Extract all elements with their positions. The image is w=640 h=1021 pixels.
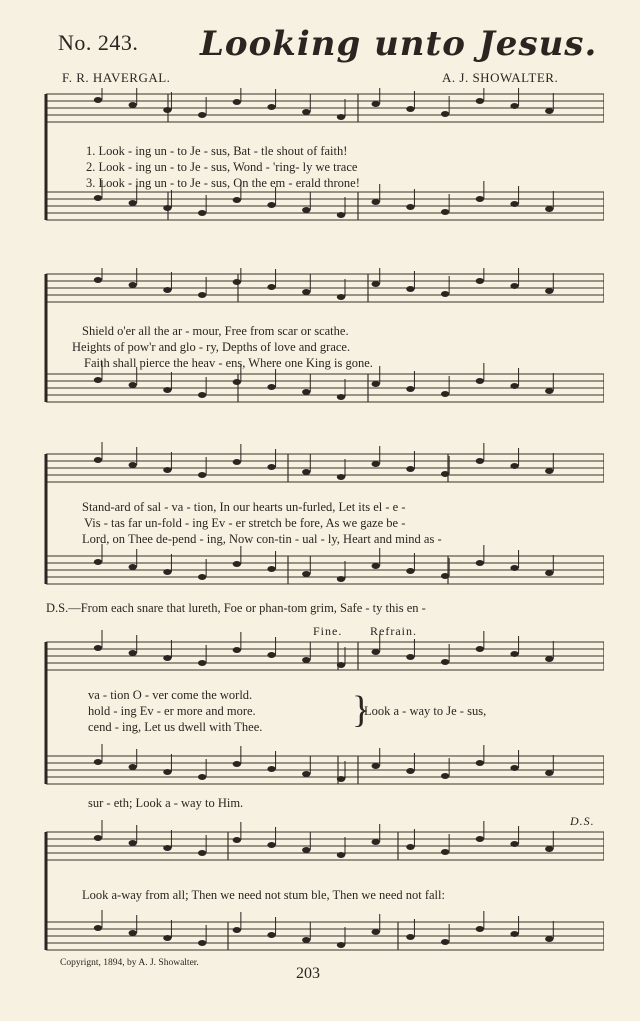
verse-3-line-3: Lord, on Thee de-pend - ing, Now con-tin - ual - ly, Heart and mind as -	[82, 532, 442, 546]
note-head	[545, 468, 553, 474]
note-head	[510, 931, 518, 937]
note-head	[94, 457, 102, 463]
note-head	[510, 765, 518, 771]
note-head	[94, 925, 102, 931]
lyricist: F. R. HAVERGAL.	[62, 70, 171, 85]
note-head	[441, 773, 449, 779]
note-head	[129, 282, 137, 288]
note-head	[233, 459, 241, 465]
note-head	[372, 281, 380, 287]
note-head	[267, 384, 275, 390]
note-head	[406, 934, 414, 940]
note-head	[372, 381, 380, 387]
music-system-3	[38, 438, 604, 598]
note-head	[372, 199, 380, 205]
note-head	[233, 379, 241, 385]
note-head	[94, 835, 102, 841]
verse-1-line-3: Stand-ard of sal - va - tion, In our hearts un-furled, Let its el - e -	[82, 500, 406, 514]
note-head	[94, 645, 102, 651]
note-head	[302, 771, 310, 777]
note-head	[510, 463, 518, 469]
note-head	[302, 657, 310, 663]
note-head	[163, 387, 171, 393]
note-head	[476, 760, 484, 766]
note-head	[476, 196, 484, 202]
note-head	[94, 377, 102, 383]
note-head	[545, 770, 553, 776]
note-head	[372, 649, 380, 655]
note-head	[406, 286, 414, 292]
note-head	[476, 378, 484, 384]
note-head	[94, 195, 102, 201]
note-head	[302, 571, 310, 577]
note-head	[129, 462, 137, 468]
note-head	[163, 935, 171, 941]
note-head	[441, 391, 449, 397]
note-head	[198, 660, 206, 666]
staff-system-5	[38, 812, 604, 952]
note-head	[337, 394, 345, 400]
note-head	[545, 936, 553, 942]
note-head	[510, 651, 518, 657]
note-head	[545, 288, 553, 294]
note-head	[372, 461, 380, 467]
note-head	[233, 761, 241, 767]
note-head	[198, 574, 206, 580]
note-head	[267, 842, 275, 848]
verse-brace: }	[352, 689, 371, 731]
note-head	[198, 850, 206, 856]
note-head	[441, 111, 449, 117]
note-head	[406, 844, 414, 850]
note-head	[233, 279, 241, 285]
note-head	[163, 769, 171, 775]
note-head	[302, 289, 310, 295]
note-head	[441, 659, 449, 665]
note-head	[129, 764, 137, 770]
note-head	[302, 469, 310, 475]
note-head	[476, 926, 484, 932]
note-head	[441, 471, 449, 477]
note-head	[372, 929, 380, 935]
note-head	[510, 565, 518, 571]
note-head	[163, 287, 171, 293]
note-head	[267, 464, 275, 470]
note-head	[233, 99, 241, 105]
note-head	[302, 109, 310, 115]
note-head	[406, 466, 414, 472]
note-head	[372, 101, 380, 107]
note-head	[510, 841, 518, 847]
note-head	[198, 210, 206, 216]
note-head	[406, 204, 414, 210]
note-head	[163, 107, 171, 113]
note-head	[198, 774, 206, 780]
note-head	[129, 650, 137, 656]
note-head	[337, 852, 345, 858]
note-head	[302, 847, 310, 853]
note-head	[545, 656, 553, 662]
verse-2-line-1: 2. Look - ing un - to Je - sus, Wond - 'ring- ly we trace	[86, 160, 358, 174]
note-head	[198, 112, 206, 118]
note-head	[94, 277, 102, 283]
note-head	[267, 202, 275, 208]
note-head	[337, 474, 345, 480]
note-head	[129, 930, 137, 936]
note-head	[372, 839, 380, 845]
note-head	[545, 108, 553, 114]
note-head	[406, 386, 414, 392]
note-head	[476, 458, 484, 464]
note-head	[129, 200, 137, 206]
note-head	[372, 563, 380, 569]
note-head	[441, 209, 449, 215]
note-head	[510, 383, 518, 389]
page-number: 203	[296, 965, 320, 982]
note-head	[545, 388, 553, 394]
note-head	[476, 836, 484, 842]
note-head	[302, 937, 310, 943]
refrain-line: Look a - way to Je - sus,	[364, 704, 487, 718]
fine-marker: Fine.	[313, 624, 343, 638]
note-head	[302, 207, 310, 213]
hymn-title: Looking unto Jesus.	[200, 24, 598, 64]
verse-1-line-1: 1. Look - ing un - to Je - sus, Bat - tle shout of faith!	[86, 144, 348, 158]
music-system-1	[38, 88, 604, 248]
note-head	[337, 662, 345, 668]
note-head	[233, 927, 241, 933]
music-system-4	[38, 628, 604, 818]
note-head	[406, 768, 414, 774]
refrain-marker: Refrain.	[370, 624, 417, 638]
note-head	[510, 201, 518, 207]
note-head	[337, 114, 345, 120]
refrain-line-2: Look a-way from all; Then we need not stum ble, Then we need not fall:	[82, 888, 445, 902]
note-head	[441, 573, 449, 579]
note-head	[267, 284, 275, 290]
verse-2-line-3: Vis - tas far un-fold - ing Ev - er stretch be fore, As we gaze be -	[84, 516, 406, 530]
verse-1-line-2: Shield o'er all the ar - mour, Free from scar or scathe.	[82, 324, 349, 338]
note-head	[267, 566, 275, 572]
music-system-2	[38, 268, 604, 428]
note-head	[198, 292, 206, 298]
verse-2-line-4: hold - ing Ev - er more and more.	[88, 704, 256, 718]
verse-3-line-4: cend - ing, Let us dwell with Thee.	[88, 720, 263, 734]
note-head	[406, 568, 414, 574]
ds-marker: D.S.	[570, 814, 595, 828]
hymn-number: No. 243.	[58, 30, 139, 55]
note-head	[94, 559, 102, 565]
note-head	[337, 294, 345, 300]
note-head	[163, 467, 171, 473]
note-head	[198, 940, 206, 946]
note-head	[441, 939, 449, 945]
note-head	[198, 392, 206, 398]
note-head	[545, 570, 553, 576]
note-head	[267, 104, 275, 110]
note-head	[372, 763, 380, 769]
note-head	[545, 846, 553, 852]
verse-3-line-2: Faith shall pierce the heav - ens, Where one King is gone.	[84, 356, 373, 370]
note-head	[476, 646, 484, 652]
note-head	[267, 652, 275, 658]
note-head	[163, 569, 171, 575]
verse-1-line-4: va - tion O - ver come the world.	[88, 688, 253, 702]
note-head	[302, 389, 310, 395]
note-head	[198, 472, 206, 478]
bass-refrain-line: sur - eth; Look a - way to Him.	[88, 796, 244, 810]
note-head	[163, 205, 171, 211]
note-head	[233, 561, 241, 567]
note-head	[406, 654, 414, 660]
note-head	[545, 206, 553, 212]
note-head	[163, 845, 171, 851]
note-head	[476, 560, 484, 566]
note-head	[337, 942, 345, 948]
note-head	[233, 647, 241, 653]
note-head	[233, 197, 241, 203]
verse-3-line-1: 3. Look - ing un - to Je - sus, On the em - erald throne!	[86, 176, 360, 190]
note-head	[476, 98, 484, 104]
note-head	[163, 655, 171, 661]
note-head	[129, 840, 137, 846]
note-head	[129, 564, 137, 570]
note-head	[94, 759, 102, 765]
note-head	[406, 106, 414, 112]
note-head	[337, 212, 345, 218]
note-head	[267, 932, 275, 938]
note-head	[267, 766, 275, 772]
copyright: Copyrignt, 1894, by A. J. Showalter.	[60, 958, 199, 968]
da-capo-line: D.S.—From each snare that lureth, Foe or phan-tom grim, Safe - ty this en -	[46, 601, 426, 615]
note-head	[441, 849, 449, 855]
note-head	[510, 283, 518, 289]
note-head	[129, 382, 137, 388]
composer: A. J. SHOWALTER.	[442, 70, 559, 85]
note-head	[94, 97, 102, 103]
music-system-5	[38, 812, 604, 952]
note-head	[441, 291, 449, 297]
note-head	[129, 102, 137, 108]
note-head	[337, 776, 345, 782]
verse-2-line-2: Heights of pow'r and glo - ry, Depths of love and grace.	[72, 340, 351, 354]
note-head	[476, 278, 484, 284]
note-head	[510, 103, 518, 109]
note-head	[337, 576, 345, 582]
note-head	[233, 837, 241, 843]
